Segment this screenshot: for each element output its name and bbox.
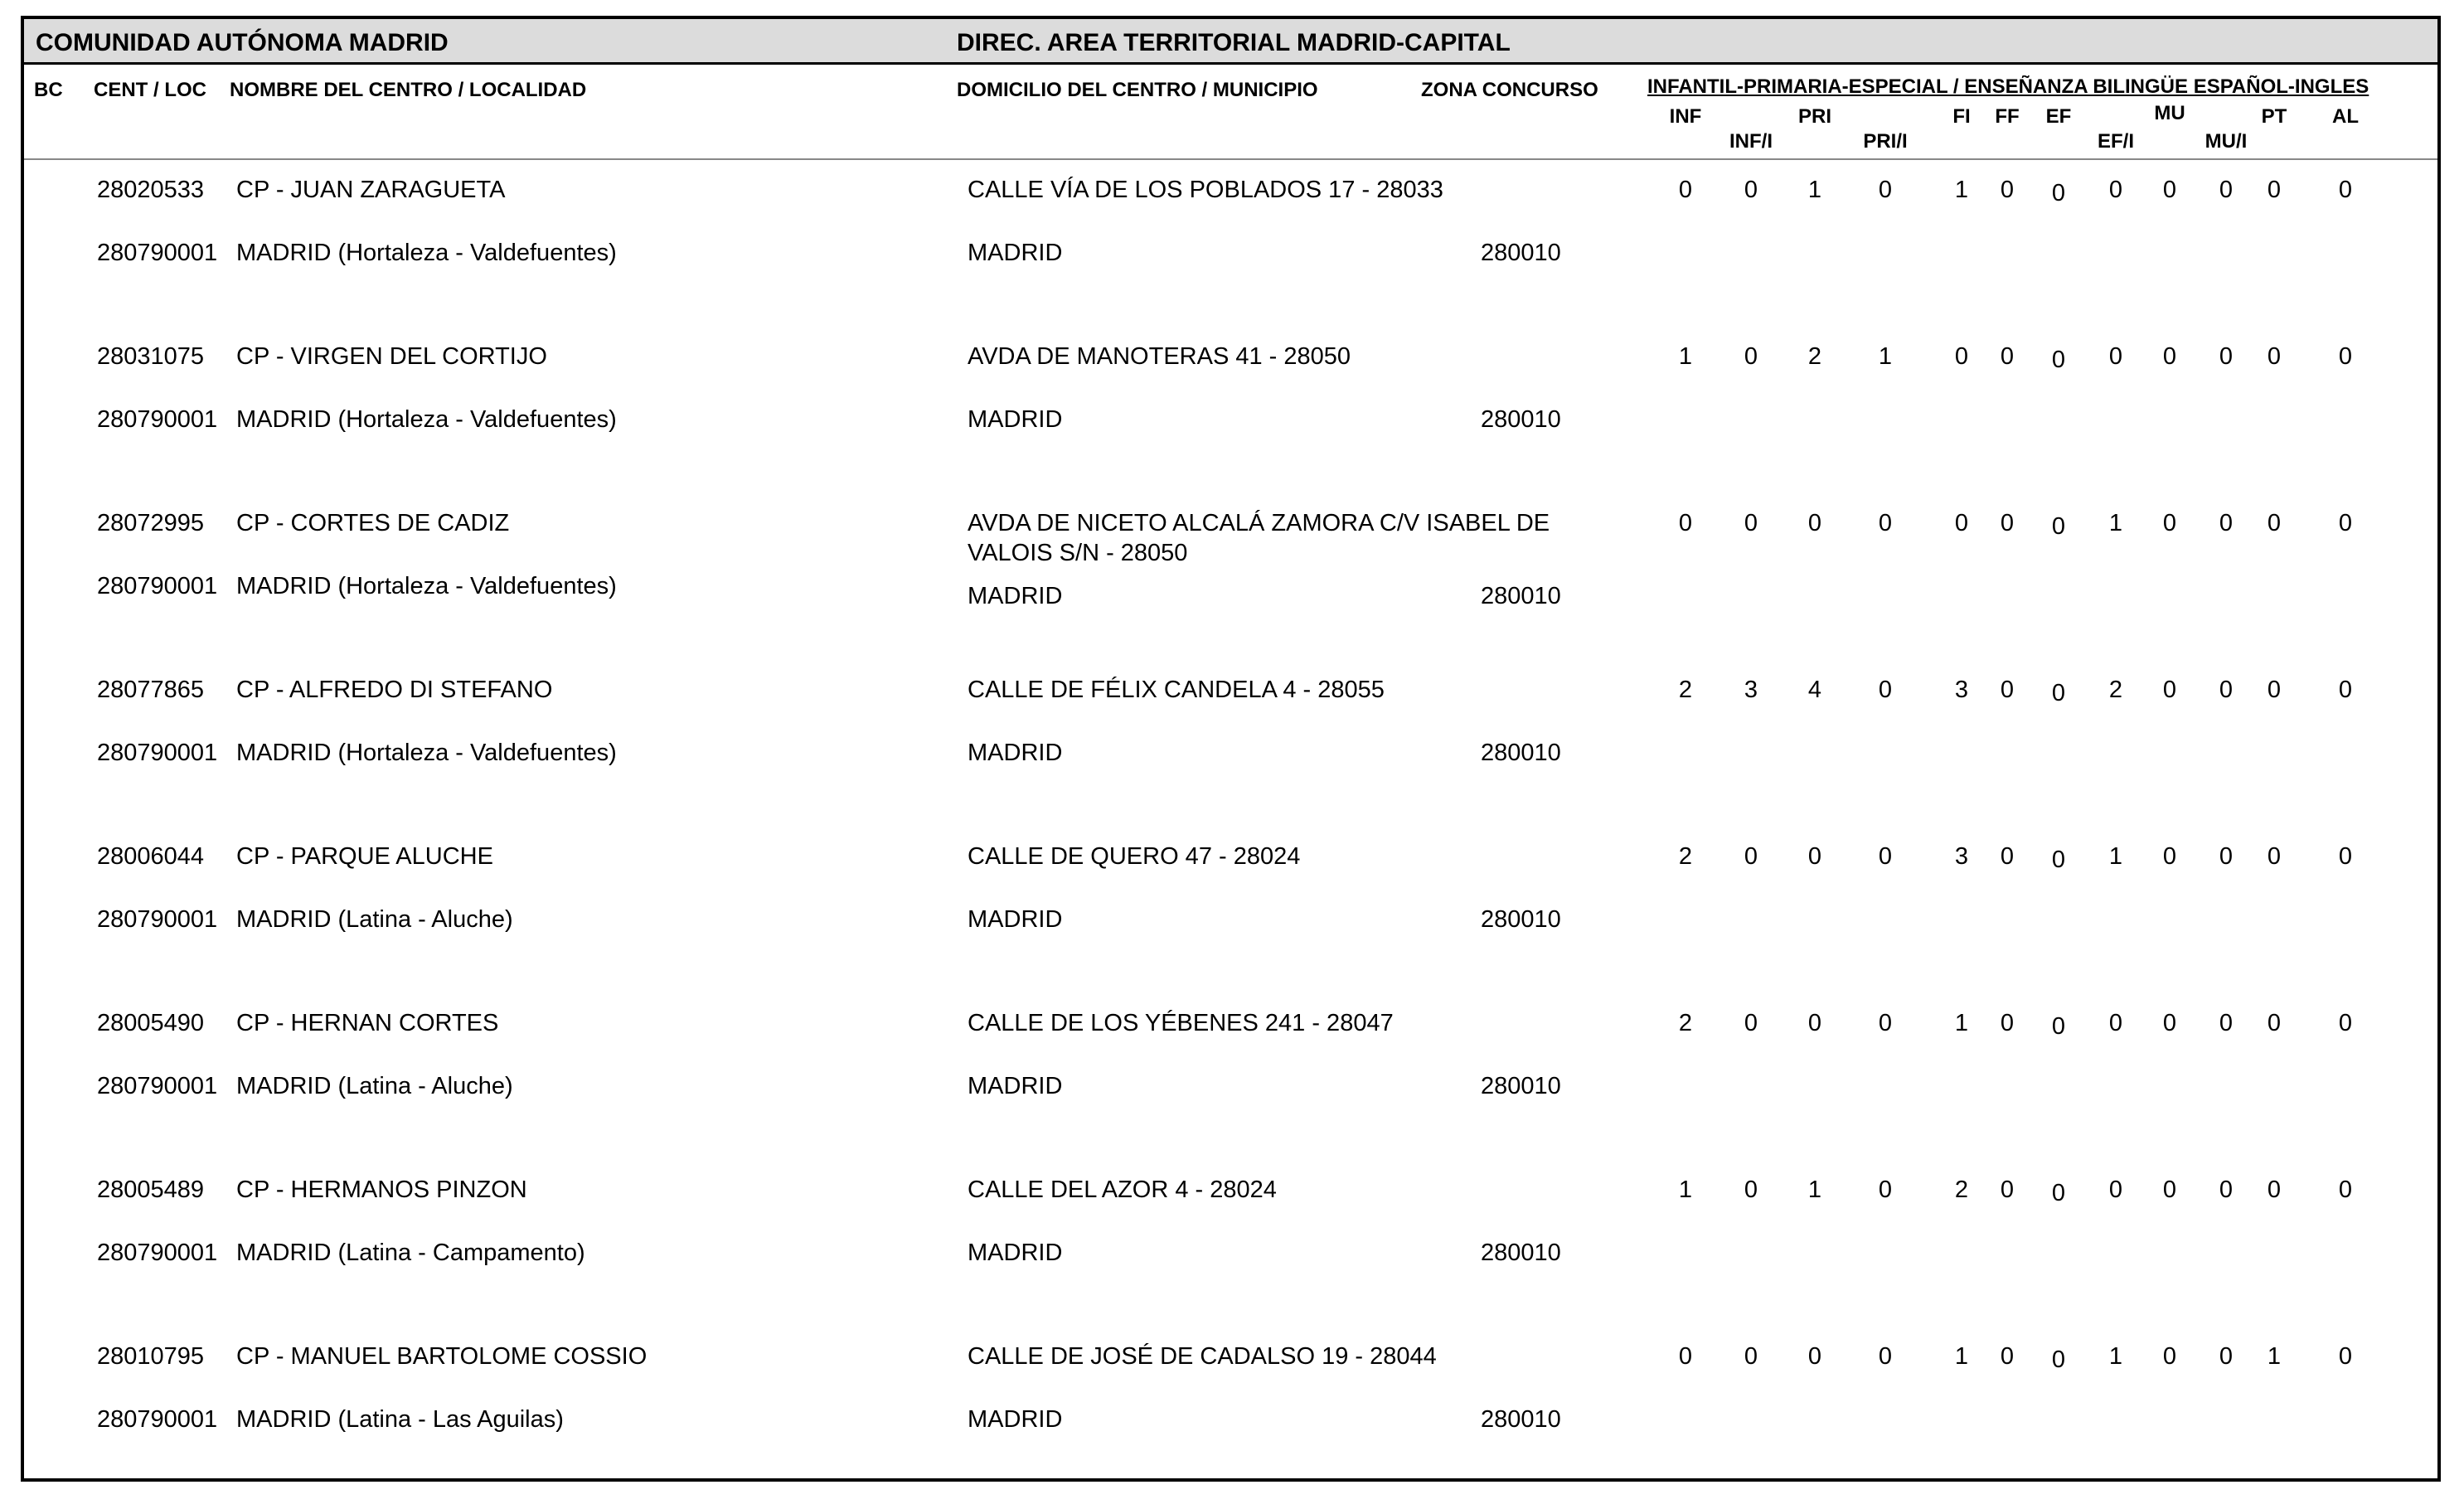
vacancy-count: 0	[2000, 1343, 2015, 1370]
vacancy-count: 1	[2108, 1343, 2123, 1370]
specialty-header: EF/I	[2097, 130, 2134, 153]
center-code: 28010795	[97, 1343, 205, 1370]
center-address: CALLE DE QUERO 47 - 28024	[968, 843, 1301, 870]
zone-code: 280010	[1481, 1406, 1561, 1433]
vacancy-count: 0	[2162, 1010, 2177, 1036]
zone-code: 280010	[1481, 406, 1561, 433]
vacancy-count: 0	[2051, 1013, 2066, 1040]
locality-name: MADRID (Latina - Las Aguilas)	[236, 1406, 564, 1433]
vacancy-count: 0	[2267, 1177, 2282, 1203]
locality-name: MADRID (Latina - Aluche)	[236, 1073, 513, 1099]
center-address: CALLE DE FÉLIX CANDELA 4 - 28055	[968, 677, 1385, 703]
vacancy-count: 0	[2108, 1177, 2123, 1203]
center-address-line2: VALOIS S/N - 28050	[968, 540, 1188, 566]
vacancy-count: 2	[1678, 677, 1693, 703]
vacancy-count: 0	[2051, 1180, 2066, 1206]
vacancy-count: 0	[1744, 843, 1758, 870]
vacancy-count: 0	[1878, 510, 1893, 536]
vacancy-count: 0	[2108, 1010, 2123, 1036]
specialty-header: MU/I	[2205, 130, 2248, 153]
vacancy-count: 0	[2219, 843, 2234, 870]
vacancy-count: 1	[1878, 343, 1893, 370]
vacancy-count: 0	[2267, 177, 2282, 203]
center-code: 28020533	[97, 177, 205, 203]
zone-code: 280010	[1481, 740, 1561, 766]
vacancy-count: 2	[1807, 343, 1822, 370]
col-cent-loc: CENT / LOC	[94, 79, 206, 101]
vacancy-count: 3	[1744, 677, 1758, 703]
center-address: CALLE VÍA DE LOS POBLADOS 17 - 28033	[968, 177, 1443, 203]
header-separator	[24, 158, 2437, 160]
locality-code: 280790001	[97, 1406, 218, 1433]
vacancy-count: 0	[1807, 1010, 1822, 1036]
report-frame	[21, 16, 2441, 1482]
center-name: CP - MANUEL BARTOLOME COSSIO	[236, 1343, 648, 1370]
vacancy-count: 0	[2051, 1346, 2066, 1373]
col-bc: BC	[34, 79, 63, 101]
zone-code: 280010	[1481, 1240, 1561, 1266]
vacancy-count: 0	[2267, 510, 2282, 536]
col-domicilio: DOMICILIO DEL CENTRO / MUNICIPIO	[957, 79, 1318, 101]
center-name: CP - CORTES DE CADIZ	[236, 510, 510, 536]
specialty-header: MU	[2154, 102, 2185, 124]
vacancy-count: 0	[2162, 677, 2177, 703]
vacancy-count: 0	[2000, 343, 2015, 370]
vacancy-count: 0	[2162, 843, 2177, 870]
vacancy-count: 4	[1807, 677, 1822, 703]
region-title: COMUNIDAD AUTÓNOMA MADRID	[36, 29, 449, 56]
vacancy-count: 0	[2108, 177, 2123, 203]
vacancy-count: 0	[2267, 843, 2282, 870]
vacancy-count: 0	[2338, 1010, 2353, 1036]
vacancy-count: 0	[1744, 343, 1758, 370]
vacancy-count: 0	[2219, 1177, 2234, 1203]
vacancy-count: 0	[2219, 1343, 2234, 1370]
specialty-header: INF/I	[1729, 130, 1773, 153]
vacancy-count: 2	[1954, 1177, 1969, 1203]
vacancy-count: 0	[2162, 1177, 2177, 1203]
center-name: CP - JUAN ZARAGUETA	[236, 177, 506, 203]
center-code: 28077865	[97, 677, 205, 703]
municipality: MADRID	[968, 240, 1063, 266]
vacancy-count: 0	[2000, 510, 2015, 536]
zone-code: 280010	[1481, 583, 1561, 609]
locality-name: MADRID (Hortaleza - Valdefuentes)	[236, 406, 617, 433]
vacancy-count: 3	[1954, 843, 1969, 870]
directorate-title: DIREC. AREA TERRITORIAL MADRID-CAPITAL	[957, 29, 1511, 56]
vacancy-count: 0	[2219, 510, 2234, 536]
center-name: CP - HERMANOS PINZON	[236, 1177, 527, 1203]
vacancy-count: 0	[2219, 677, 2234, 703]
locality-code: 280790001	[97, 1073, 218, 1099]
center-name: CP - PARQUE ALUCHE	[236, 843, 493, 870]
vacancy-count: 0	[1807, 843, 1822, 870]
vacancy-count: 0	[2338, 177, 2353, 203]
specialty-header: PRI/I	[1863, 130, 1908, 153]
locality-code: 280790001	[97, 406, 218, 433]
zone-code: 280010	[1481, 906, 1561, 933]
vacancy-count: 3	[1954, 677, 1969, 703]
vacancy-count: 0	[2000, 1177, 2015, 1203]
vacancy-count: 1	[2108, 843, 2123, 870]
zone-code: 280010	[1481, 240, 1561, 266]
vacancy-count: 1	[2108, 510, 2123, 536]
vacancy-count: 0	[1744, 177, 1758, 203]
center-name: CP - VIRGEN DEL CORTIJO	[236, 343, 547, 370]
vacancy-count: 0	[2267, 677, 2282, 703]
locality-name: MADRID (Hortaleza - Valdefuentes)	[236, 240, 617, 266]
vacancy-count: 0	[1954, 343, 1969, 370]
municipality: MADRID	[968, 906, 1063, 933]
center-code: 28072995	[97, 510, 205, 536]
vacancy-count: 2	[1678, 1010, 1693, 1036]
center-name: CP - ALFREDO DI STEFANO	[236, 677, 553, 703]
specialty-header: INF	[1669, 105, 1702, 128]
vacancy-count: 0	[2267, 1010, 2282, 1036]
title-bar	[24, 19, 2437, 65]
specialty-header: PT	[2261, 105, 2287, 128]
specialty-header: EF	[2045, 105, 2072, 128]
locality-code: 280790001	[97, 740, 218, 766]
vacancy-count: 0	[2051, 847, 2066, 873]
vacancy-count: 0	[2219, 1010, 2234, 1036]
vacancy-count: 2	[1678, 843, 1693, 870]
municipality: MADRID	[968, 1406, 1063, 1433]
vacancy-count: 0	[2219, 343, 2234, 370]
center-code: 28006044	[97, 843, 205, 870]
vacancy-count: 0	[2338, 1343, 2353, 1370]
vacancy-count: 0	[1878, 1343, 1893, 1370]
locality-name: MADRID (Latina - Campamento)	[236, 1240, 585, 1266]
vacancy-count: 0	[1878, 1177, 1893, 1203]
vacancy-count: 0	[2338, 843, 2353, 870]
center-code: 28005489	[97, 1177, 205, 1203]
vacancy-count: 0	[1744, 510, 1758, 536]
vacancy-count: 2	[2108, 677, 2123, 703]
vacancy-count: 0	[1678, 177, 1693, 203]
center-code: 28031075	[97, 343, 205, 370]
zone-code: 280010	[1481, 1073, 1561, 1099]
municipality: MADRID	[968, 1073, 1063, 1099]
vacancy-count: 0	[1878, 1010, 1893, 1036]
vacancy-count: 0	[2338, 1177, 2353, 1203]
center-address: AVDA DE MANOTERAS 41 - 28050	[968, 343, 1351, 370]
municipality: MADRID	[968, 1240, 1063, 1266]
specialty-header: AL	[2332, 105, 2359, 128]
vacancy-count: 0	[1744, 1010, 1758, 1036]
vacancy-count: 1	[1678, 343, 1693, 370]
vacancy-count: 0	[2162, 343, 2177, 370]
col-zona: ZONA CONCURSO	[1421, 79, 1598, 101]
vacancy-count: 0	[2219, 177, 2234, 203]
vacancy-count: 0	[1807, 510, 1822, 536]
locality-code: 280790001	[97, 240, 218, 266]
vacancy-count: 0	[2000, 177, 2015, 203]
vacancy-count: 0	[2000, 843, 2015, 870]
specialty-header: FF	[1995, 105, 2020, 128]
vacancy-count: 0	[2051, 680, 2066, 706]
center-name: CP - HERNAN CORTES	[236, 1010, 499, 1036]
specialty-header: PRI	[1797, 105, 1831, 128]
vacancy-count: 0	[2108, 343, 2123, 370]
vacancy-count: 0	[2000, 677, 2015, 703]
vacancy-count: 1	[1954, 1343, 1969, 1370]
municipality: MADRID	[968, 740, 1063, 766]
vacancy-count: 0	[1744, 1343, 1758, 1370]
vacancy-count: 0	[1878, 177, 1893, 203]
vacancy-count: 0	[2051, 513, 2066, 540]
vacancy-count: 0	[2338, 510, 2353, 536]
locality-name: MADRID (Hortaleza - Valdefuentes)	[236, 573, 617, 599]
vacancy-count: 0	[1744, 1177, 1758, 1203]
vacancy-count: 0	[1878, 843, 1893, 870]
municipality: MADRID	[968, 583, 1063, 609]
specialty-header: FI	[1952, 105, 1971, 128]
locality-name: MADRID (Hortaleza - Valdefuentes)	[236, 740, 617, 766]
locality-code: 280790001	[97, 573, 218, 599]
vacancy-count: 0	[2162, 510, 2177, 536]
vacancy-count: 0	[2338, 677, 2353, 703]
locality-code: 280790001	[97, 1240, 218, 1266]
vacancy-count: 0	[1878, 677, 1893, 703]
vacancy-count: 0	[2338, 343, 2353, 370]
vacancy-count: 1	[1807, 1177, 1822, 1203]
center-address: CALLE DEL AZOR 4 - 28024	[968, 1177, 1277, 1203]
col-nombre: NOMBRE DEL CENTRO / LOCALIDAD	[230, 79, 587, 101]
vacancy-count: 1	[1807, 177, 1822, 203]
locality-name: MADRID (Latina - Aluche)	[236, 906, 513, 933]
vacancy-count: 0	[2267, 343, 2282, 370]
vacancy-count: 0	[1678, 1343, 1693, 1370]
vacancy-count: 0	[2162, 1343, 2177, 1370]
vacancy-count: 0	[2051, 347, 2066, 373]
locality-code: 280790001	[97, 906, 218, 933]
center-address: CALLE DE LOS YÉBENES 241 - 28047	[968, 1010, 1394, 1036]
vacancy-count: 0	[1678, 510, 1693, 536]
vacancy-count: 0	[2051, 180, 2066, 206]
center-code: 28005490	[97, 1010, 205, 1036]
col-group-title: INFANTIL-PRIMARIA-ESPECIAL / ENSEÑANZA BILINGÜE ESPAÑOL-INGLES	[1647, 75, 2369, 98]
vacancy-count: 0	[2000, 1010, 2015, 1036]
center-address: AVDA DE NICETO ALCALÁ ZAMORA C/V ISABEL DE	[968, 510, 1550, 536]
municipality: MADRID	[968, 406, 1063, 433]
vacancy-count: 1	[1678, 1177, 1693, 1203]
vacancy-count: 1	[1954, 1010, 1969, 1036]
vacancy-count: 0	[1954, 510, 1969, 536]
center-address: CALLE DE JOSÉ DE CADALSO 19 - 28044	[968, 1343, 1437, 1370]
vacancy-count: 0	[1807, 1343, 1822, 1370]
vacancy-count: 0	[2162, 177, 2177, 203]
vacancy-count: 1	[2267, 1343, 2282, 1370]
vacancy-count: 1	[1954, 177, 1969, 203]
